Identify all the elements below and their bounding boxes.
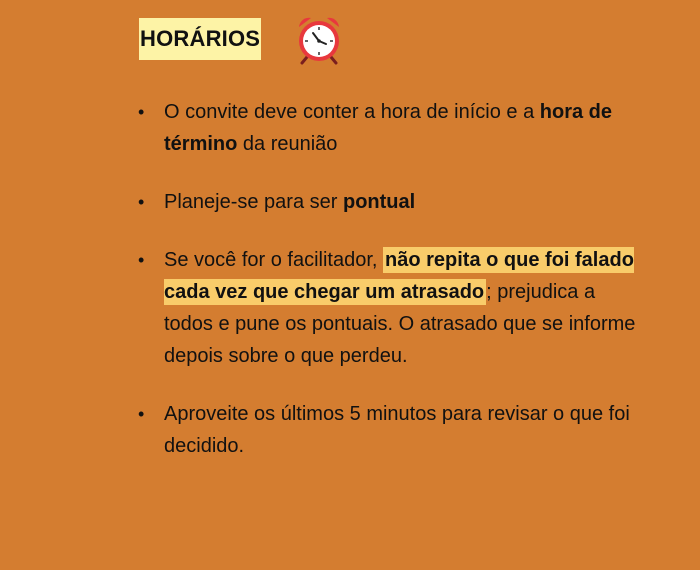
bullet-icon: •	[138, 192, 145, 212]
list-item: • O convite deve conter a hora de início e a hora de término da reunião	[138, 96, 638, 160]
bold-text: hora de término	[164, 101, 613, 155]
title-row	[139, 13, 345, 65]
list-item: • Se você for o facilitador, não repita o que foi falado cada vez que chegar um atrasado ; prejudica a todos e pune os pontuais. O atrasado que se informe depois sobre o que perdeu.	[138, 244, 638, 372]
alarm-clock-icon	[293, 13, 345, 65]
list-item: • Aproveite os últimos 5 minutos para revisar o que foi decidido.	[138, 398, 638, 462]
bullet-icon: •	[138, 102, 145, 122]
bullet-icon: •	[138, 404, 145, 424]
list-item: • Planeje-se para ser pontual	[138, 186, 638, 218]
page-title: HORÁRIOS	[139, 18, 261, 60]
bullet-list	[138, 96, 638, 488]
bullet-icon: •	[138, 250, 145, 270]
bold-text: pontual	[342, 191, 416, 213]
highlighted-text: não repita o que foi falado cada vez que chegar um atrasado	[164, 249, 634, 303]
